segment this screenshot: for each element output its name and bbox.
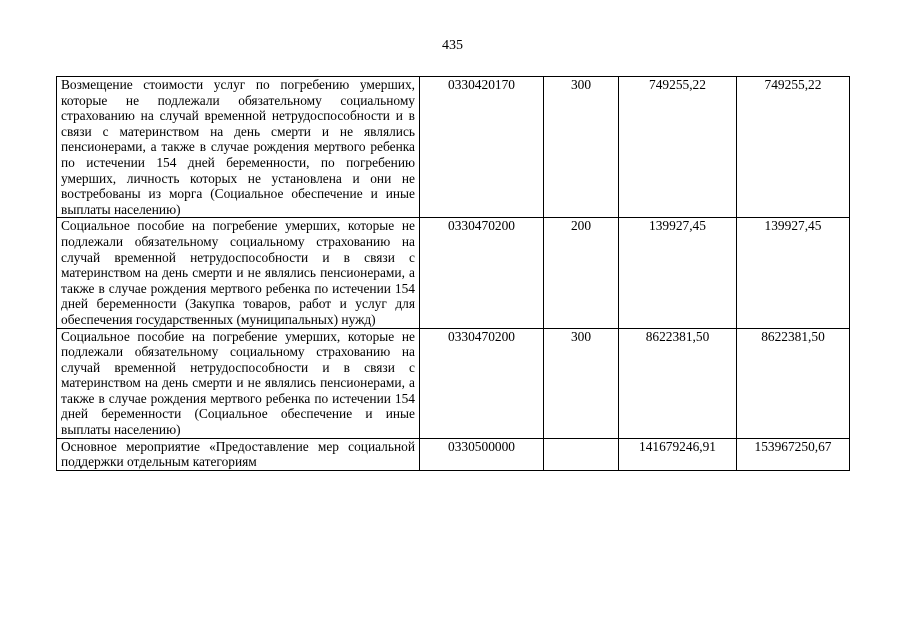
row-expense-type: 300 <box>544 77 619 218</box>
row-expense-type: 200 <box>544 218 619 328</box>
row-target-code: 0330420170 <box>420 77 544 218</box>
row-target-code: 0330500000 <box>420 438 544 470</box>
row-amount-2: 139927,45 <box>737 218 850 328</box>
table-row <box>57 328 850 438</box>
table-row <box>57 218 850 328</box>
row-amount-1: 8622381,50 <box>619 328 737 438</box>
row-amount-2: 749255,22 <box>737 77 850 218</box>
table-row <box>57 438 850 470</box>
row-description: Возмещение стоимости услуг по погребению умерших, которые не подлежали обязательному социальному страхованию на случай временной нетрудоспособности и в связи с материнством на день смерти и не являлись пенсионерами, а также в случае рождения мертвого ребенка по истечении 154 дней беременности, по погребению умерших, личность которых не установлена и они не востребованы из морга (Социальное обеспечение и иные выплаты населению) <box>57 77 420 218</box>
row-amount-1: 141679246,91 <box>619 438 737 470</box>
row-amount-1: 749255,22 <box>619 77 737 218</box>
row-target-code: 0330470200 <box>420 328 544 438</box>
row-description: Социальное пособие на погребение умерших, которые не подлежали обязательному социальному страхованию на случай временной нетрудоспособности и в связи с материнством на день смерти и не являлись пенсионерами, а также в случае рождения мертвого ребенка по истечении 154 дней беременности (Закупка товаров, работ и услуг для обеспечения государственных (муниципальных) нужд) <box>57 218 420 328</box>
table-row <box>57 77 850 218</box>
row-amount-2: 8622381,50 <box>737 328 850 438</box>
row-description: Социальное пособие на погребение умерших, которые не подлежали обязательному социальному страхованию на случай временной нетрудоспособности и в связи с материнством на день смерти и не являлись пенсионерами, а также в случае рождения мертвого ребенка по истечении 154 дней беременности (Социальное обеспечение и иные выплаты населению) <box>57 328 420 438</box>
row-expense-type <box>544 438 619 470</box>
row-expense-type: 300 <box>544 328 619 438</box>
row-amount-2: 153967250,67 <box>737 438 850 470</box>
row-target-code: 0330470200 <box>420 218 544 328</box>
budget-table <box>56 76 850 471</box>
row-amount-1: 139927,45 <box>619 218 737 328</box>
page-number: 435 <box>442 38 463 53</box>
row-description: Основное мероприятие «Предоставление мер социальной поддержки отдельным категориям <box>57 438 420 470</box>
